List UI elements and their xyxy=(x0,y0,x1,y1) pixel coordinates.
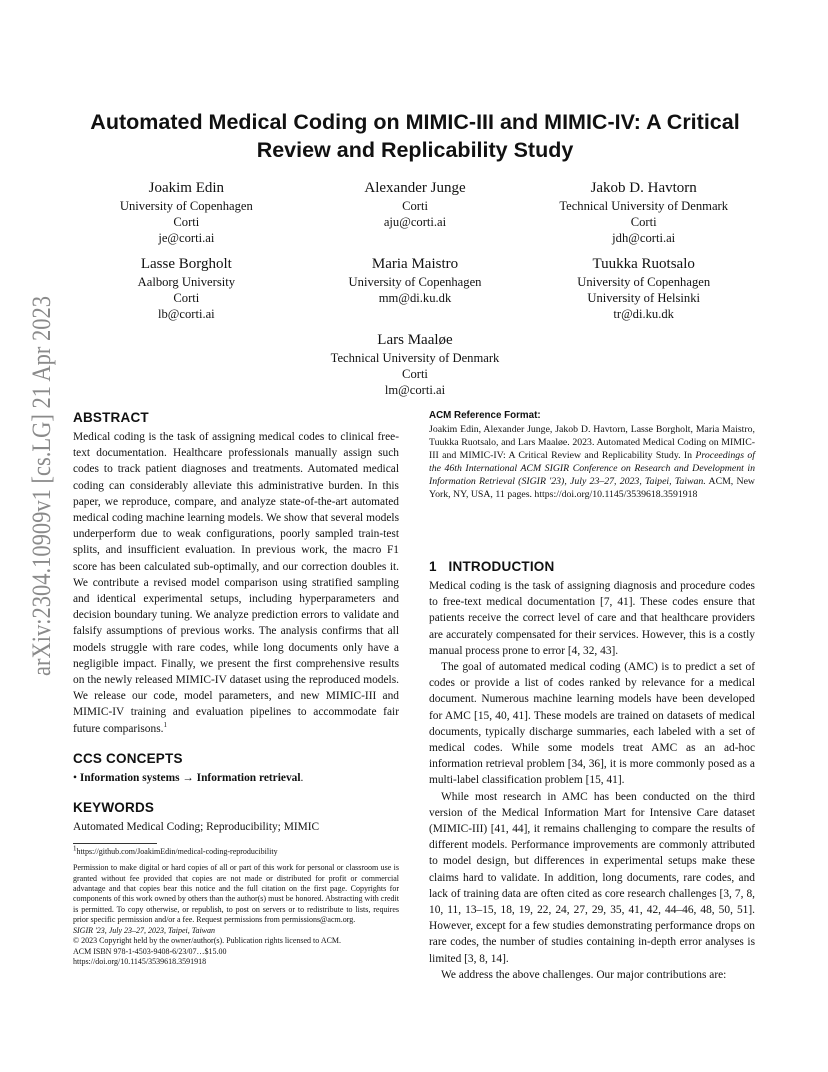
author-name: Lars Maaløe xyxy=(377,332,453,348)
author-name: Jakob D. Havtorn xyxy=(590,180,697,196)
author-name: Tuukka Ruotsalo xyxy=(592,256,695,272)
author-block xyxy=(72,178,758,406)
author-email: jdh@corti.ai xyxy=(612,231,676,245)
intro-paragraph: We address the above challenges. Our major contributions are: xyxy=(441,968,727,981)
venue-line: SIGIR '23, July 23–27, 2023, Taipei, Taiwan xyxy=(73,925,216,935)
author-affiliation: Corti xyxy=(173,291,200,305)
ccs-concept-systems: Information systems xyxy=(79,771,180,784)
ccs-arrow: → xyxy=(182,771,194,784)
copyright-line: © 2023 Copyright held by the owner/author(s). Publication rights licensed to ACM. xyxy=(73,936,342,946)
abstract-body: Medical coding is the task of assigning medical codes to clinical free-text documentation. Healthcare professionals manually assign such codes to track patient diagnoses and treatments. Automated medical coding can considerably alleviate this administrative burden. In this paper, we reproduce, compare, and analyze state-of-the-art automated medical coding machine learning models. We show that several models underperform due to weak configurations, poorly sampled train-test splits, and insufficient evaluation. In previous work, the macro F1 score has been calculated sub-optimally, and our correction doubles it. We contribute a revised model comparison using stratified sampling and identical experimental setups, including hyperparameters and decision boundary tuning. We analyze prediction errors to validate and falsify assumptions of previous works. The analysis confirms that all models struggle with rare codes, while long documents only have a negligible impact. Finally, we present the first comprehensive results on the newly released MIMIC-IV dataset using the reproduced models. We release our code, model parameters, and new MIMIC-III and MIMIC-IV training and evaluation pipelines to accommodate fair future comparisons. xyxy=(73,431,399,735)
abstract-footnote-mark: 1 xyxy=(163,720,167,729)
author-affiliation: University of Copenhagen xyxy=(119,199,253,213)
footnote-mark: 1 xyxy=(73,844,77,853)
keywords-text: Automated Medical Coding; Reproducibility; MIMIC xyxy=(73,820,320,833)
left-column xyxy=(73,410,399,967)
ccs-heading: CCS CONCEPTS xyxy=(73,750,183,766)
author-card xyxy=(301,178,530,246)
acm-reference-heading: ACM Reference Format: xyxy=(429,410,541,421)
author-affiliation: Corti xyxy=(402,199,428,213)
abstract-text xyxy=(73,429,399,737)
author-email: tr@di.ku.dk xyxy=(613,307,674,321)
intro-paragraph: While most research in AMC has been conducted on the third version of the Medical Information Mart for Intensive Care dataset (MIMIC-III) [41, 44], it remains challenging to compare the results of different models. Performance improvements are commonly attributed to model design, but differences in experimental setups make these claims hard to validate. In addition, long documents, rare codes, and lack of training data are often cited as core research challenges [3, 7, 8, 10, 11, 13–15, 18, 19, 22, 24, 27, 29, 35, 41, 42, 44–46, 48, 50, 51]. However, except for a few studies demonstrating performance drops on rare codes, the number of studies containing in-depth error analyses is limited [3, 8, 14]. xyxy=(429,790,755,965)
footnote xyxy=(73,844,399,857)
author-affiliation: University of Helsinki xyxy=(587,291,700,305)
author-name: Maria Maistro xyxy=(371,256,459,272)
author-card xyxy=(529,178,758,246)
acm-reference-authors: Joakim Edin, Alexander Junge, Jakob D. Havtorn, Lasse Borgholt, Maria Maistro, Tuukka Ruotsalo, and Lars Maaløe. 2023. Automated Medical Coding on MIMIC-III and MIMIC-IV: A Critical Review and Replicability Study. In xyxy=(429,424,755,461)
author-affiliation: Corti xyxy=(173,215,200,229)
introduction-heading: 1 INTRODUCTION xyxy=(429,559,555,574)
author-row xyxy=(72,178,758,246)
author-row xyxy=(72,330,758,398)
arxiv-stamp-svg xyxy=(8,296,68,676)
permission-block xyxy=(73,863,399,967)
author-affiliation: Corti xyxy=(402,367,428,381)
author-card xyxy=(72,254,301,322)
author-card xyxy=(295,330,535,398)
author-affiliation: Technical University of Denmark xyxy=(559,199,729,213)
author-email: mm@di.ku.dk xyxy=(378,291,452,305)
author-name: Lasse Borgholt xyxy=(140,256,232,272)
author-name: Joakim Edin xyxy=(148,180,225,196)
acm-reference-proceedings: Proceedings of the 46th International ACM SIGIR Conference on Research and Development in Information Retrieval (SIGIR '23), July 23–27, 2023, Taipei, Taiwan. xyxy=(429,450,755,487)
author-affiliation: Technical University of Denmark xyxy=(330,351,500,365)
author-card xyxy=(529,254,758,322)
paper-title: Automated Medical Coding on MIMIC-III and MIMIC-IV: A Critical Review and Replicability Study xyxy=(90,110,740,162)
author-card xyxy=(301,254,530,322)
isbn-line: ACM ISBN 978-1-4503-9408-6/23/07…$15.00 xyxy=(73,946,227,956)
right-column xyxy=(429,410,755,983)
ccs-bullet: • xyxy=(73,771,77,784)
ccs-period: . xyxy=(300,771,304,784)
abstract-heading: ABSTRACT xyxy=(73,410,149,425)
author-name: Alexander Junge xyxy=(364,180,466,196)
author-email: je@corti.ai xyxy=(158,231,215,245)
author-email: aju@corti.ai xyxy=(383,215,447,229)
author-affiliation: Aalborg University xyxy=(137,275,236,289)
acm-reference-publisher: ACM, New York, NY, USA, 11 pages. https://doi.org/10.1145/3539618.3591918 xyxy=(429,476,755,500)
ccs-concept-retrieval: Information retrieval xyxy=(196,771,301,784)
ccs-concepts xyxy=(73,770,399,786)
arxiv-stamp-text: arXiv:2304.10909v1 [cs.LG] 21 Apr 2023 xyxy=(27,296,56,676)
intro-paragraph: Medical coding is the task of assigning diagnosis and procedure codes to free-text medical documentation [7, 41]. These codes ensure that patients receive the correct level of care and that healthcare providers are accurately compensated for their services. However, this is a costly manual process prone to error [4, 32, 43]. xyxy=(429,580,755,657)
author-card xyxy=(72,178,301,246)
acm-reference-text xyxy=(429,423,755,501)
author-row xyxy=(72,254,758,322)
author-email: lb@corti.ai xyxy=(157,307,215,321)
author-affiliation: Corti xyxy=(630,215,657,229)
footnote-link[interactable]: https://github.com/JoakimEdin/medical-coding-reproducibility xyxy=(76,846,278,856)
keywords-heading: KEYWORDS xyxy=(73,799,155,815)
footnote-rule xyxy=(73,843,157,844)
doi-line[interactable]: https://doi.org/10.1145/3539618.3591918 xyxy=(73,956,207,966)
permission-text: Permission to make digital or hard copies of all or part of this work for personal or classroom use is granted without fee provided that copies are not made or distributed for profit or commercial advantage and that copies bear this notice and the full citation on the first page. Copyrights for components of this work owned by others than the author(s) must be honored. Abstracting with credit is permitted. To copy otherwise, or republish, to post on servers or to redistribute to lists, requires prior specific permission and/or a fee. Request permissions from permissions@acm.org. xyxy=(73,863,399,925)
intro-paragraph: The goal of automated medical coding (AMC) is to predict a set of codes or provide a list of codes ranked by relevance for a medical document. Numerous machine learning models have been developed for AMC [15, 40, 41]. These models are trained on datasets of medical documents, typically discharge summaries, each labeled with a set of medical codes. While some models treat AMC as an ad-hoc information retrieval problem [34, 36], it is more commonly posed as a multi-label classification problem [15, 41]. xyxy=(429,661,755,787)
author-affiliation: University of Copenhagen xyxy=(348,275,482,289)
arxiv-stamp xyxy=(8,296,68,676)
author-email: lm@corti.ai xyxy=(384,383,446,397)
author-affiliation: University of Copenhagen xyxy=(577,275,711,289)
